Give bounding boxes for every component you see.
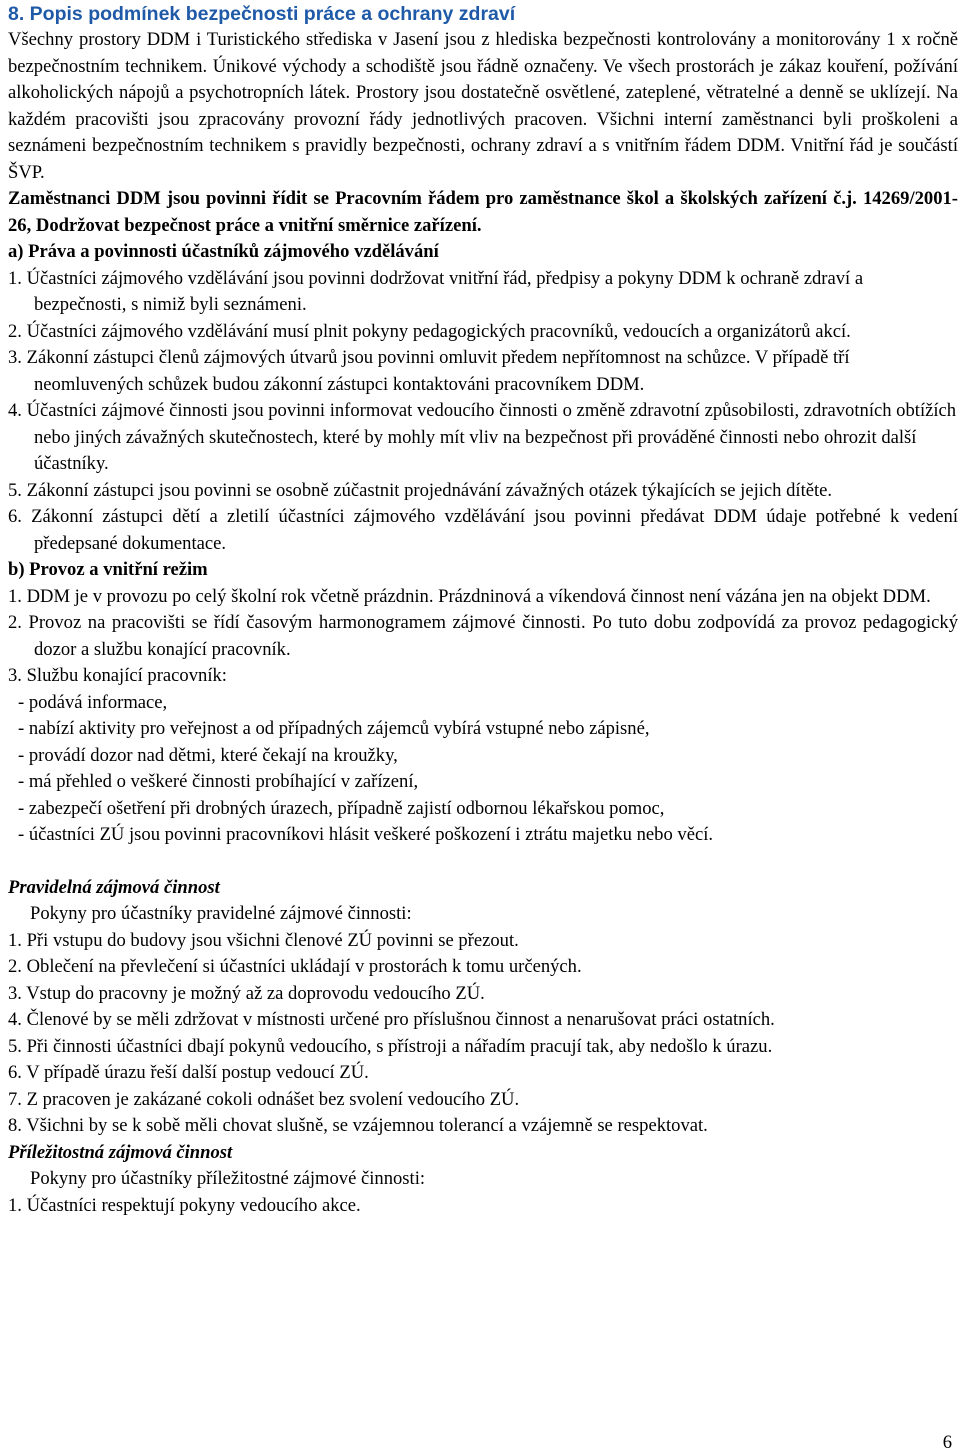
duty-item-5: - zabezpečí ošetření při drobných úrazech, případně zajistí odbornou lékařskou pomoc,: [18, 797, 665, 819]
regular-item-3: 3. Vstup do pracovny je možný až za doprovodu vedoucího ZÚ.: [8, 982, 485, 1004]
regular-item-4: 4. Členové by se měli zdržovat v místnosti určené pro příslušnou činnost a nenarušovat práci ostatních.: [8, 1009, 775, 1030]
regular-item-5: 5. Při činnosti účastníci dbají pokynů vedoucího, s přístroji a nářadím pracují tak, aby nedošlo k úrazu.: [8, 1035, 773, 1057]
operation-item-2: 2. Provoz na pracovišti se řídí časovým harmonogramem zájmové činnosti. Po tuto dobu zodpovídá za provoz pedagogický dozor a službu konající pracovník.: [8, 612, 958, 660]
document-page: [8, 2, 958, 1219]
employee-rules-note: Zaměstnanci DDM jsou povinni řídit se Pracovním řádem pro zaměstnance škol a školských zařízení č.j. 14269/2001-26, Dodržovat bezpečnost práce a vnitřní směrnice zařízení.: [8, 188, 958, 236]
intro-paragraph: Všechny prostory DDM i Turistického střediska v Jasení jsou z hlediska bezpečnosti kontrolovány a monitorovány 1 x ročně bezpečnostním technikem. Únikové východy a schodiště jsou řádně označeny. Ve všech prostorách je zákaz kouření, požívání alkoholických nápojů a psychotropních látek. Prostory jsou dostatečně osvětlené, zateplené, větratelné a denně se uklízejí. Na každém pracovišti jsou zpracovány provozní řády jednotlivých pracoven. Všichni interní zaměstnanci byli proškoleni a seznámeni bezpečnostním technikem s pravidly bezpečnosti, ochrany zdraví a s vnitřním řádem DDM. Vnitřní řád je součástí ŠVP.: [8, 29, 958, 183]
rights-item-4: 4. Účastníci zájmové činnosti jsou povinni informovat vedoucího činnosti o změně zdravotní způsobilosti, zdravotních obtížích nebo jiných závažných skutečnostech, které by mohly mít vliv na bezpečnost při prováděné činnosti nebo ohrozit další účastníky.: [8, 400, 957, 474]
regular-item-8: 8. Všichni by se k sobě měli chovat slušně, se vzájemnou tolerancí a vzájemně se respektovat.: [8, 1115, 708, 1136]
rights-item-3: 3. Zákonní zástupci členů zájmových útvarů jsou povinni omluvit předem nepřítomnost na schůzce. V případě tří neomluvených schůzek budou zákonní zástupci kontaktováni pracovníkem DDM.: [8, 347, 850, 395]
duty-item-2: - nabízí aktivity pro veřejnost a od případných zájemců vybírá vstupné nebo zápisné,: [18, 718, 650, 739]
section-heading: 8. Popis podmínek bezpečnosti práce a ochrany zdraví: [8, 3, 516, 25]
page-number: 6: [942, 1432, 952, 1453]
duty-item-6: - účastníci ZÚ jsou povinni pracovníkovi hlásit veškeré poškození i ztrátu majetku nebo věcí.: [18, 824, 714, 845]
rights-item-1: 1. Účastníci zájmového vzdělávání jsou povinni dodržovat vnitřní řád, předpisy a pokyny DDM k ochraně zdraví a bezpečnosti, s nimiž byli seznámeni.: [8, 267, 864, 315]
regular-item-1: 1. Při vstupu do budovy jsou všichni členové ZÚ povinni se přezout.: [8, 929, 519, 951]
duty-item-4: - má přehled o veškeré činnosti probíhající v zařízení,: [18, 771, 419, 792]
regular-activity-lead: Pokyny pro účastníky pravidelné zájmové činnosti:: [30, 903, 412, 924]
duty-item-1: - podává informace,: [18, 691, 168, 713]
operation-item-1: 1. DDM je v provozu po celý školní rok včetně prázdnin. Prázdninová a víkendová činnost není vázána jen na objekt DDM.: [8, 585, 931, 607]
duty-item-3: - provádí dozor nad dětmi, které čekají na kroužky,: [18, 744, 398, 766]
rights-title: a) Práva a povinnosti účastníků zájmového vzdělávání: [8, 241, 439, 262]
regular-item-6: 6. V případě úrazu řeší další postup vedoucí ZÚ.: [8, 1062, 369, 1083]
rights-item-2: 2. Účastníci zájmového vzdělávání musí plnit pokyny pedagogických pracovníků, vedoucích a organizátorů akcí.: [8, 320, 851, 342]
rights-item-6: 6. Zákonní zástupci dětí a zletilí účastníci zájmového vzdělávání jsou povinni předávat DDM údaje potřebné k vedení předepsané dokumentace.: [8, 506, 958, 554]
occasional-activity-title: Příležitostná zájmová činnost: [8, 1141, 233, 1163]
regular-item-7: 7. Z pracoven je zakázané cokoli odnášet bez svolení vedoucího ZÚ.: [8, 1088, 520, 1110]
regular-activity-title: Pravidelná zájmová činnost: [8, 876, 220, 898]
occasional-activity-lead: Pokyny pro účastníky příležitostné zájmové činnosti:: [30, 1168, 426, 1189]
rights-item-5: 5. Zákonní zástupci jsou povinni se osobně zúčastnit projednávání závažných otázek týkajících se jejich dítěte.: [8, 479, 833, 501]
operation-item-3: 3. Službu konající pracovník:: [8, 665, 227, 686]
occasional-item-1: 1. Účastníci respektují pokyny vedoucího akce.: [8, 1194, 361, 1216]
regular-item-2: 2. Oblečení na převlečení si účastníci ukládají v prostorách k tomu určených.: [8, 956, 582, 977]
spacer: [8, 849, 958, 875]
operation-title: b) Provoz a vnitřní režim: [8, 559, 208, 580]
